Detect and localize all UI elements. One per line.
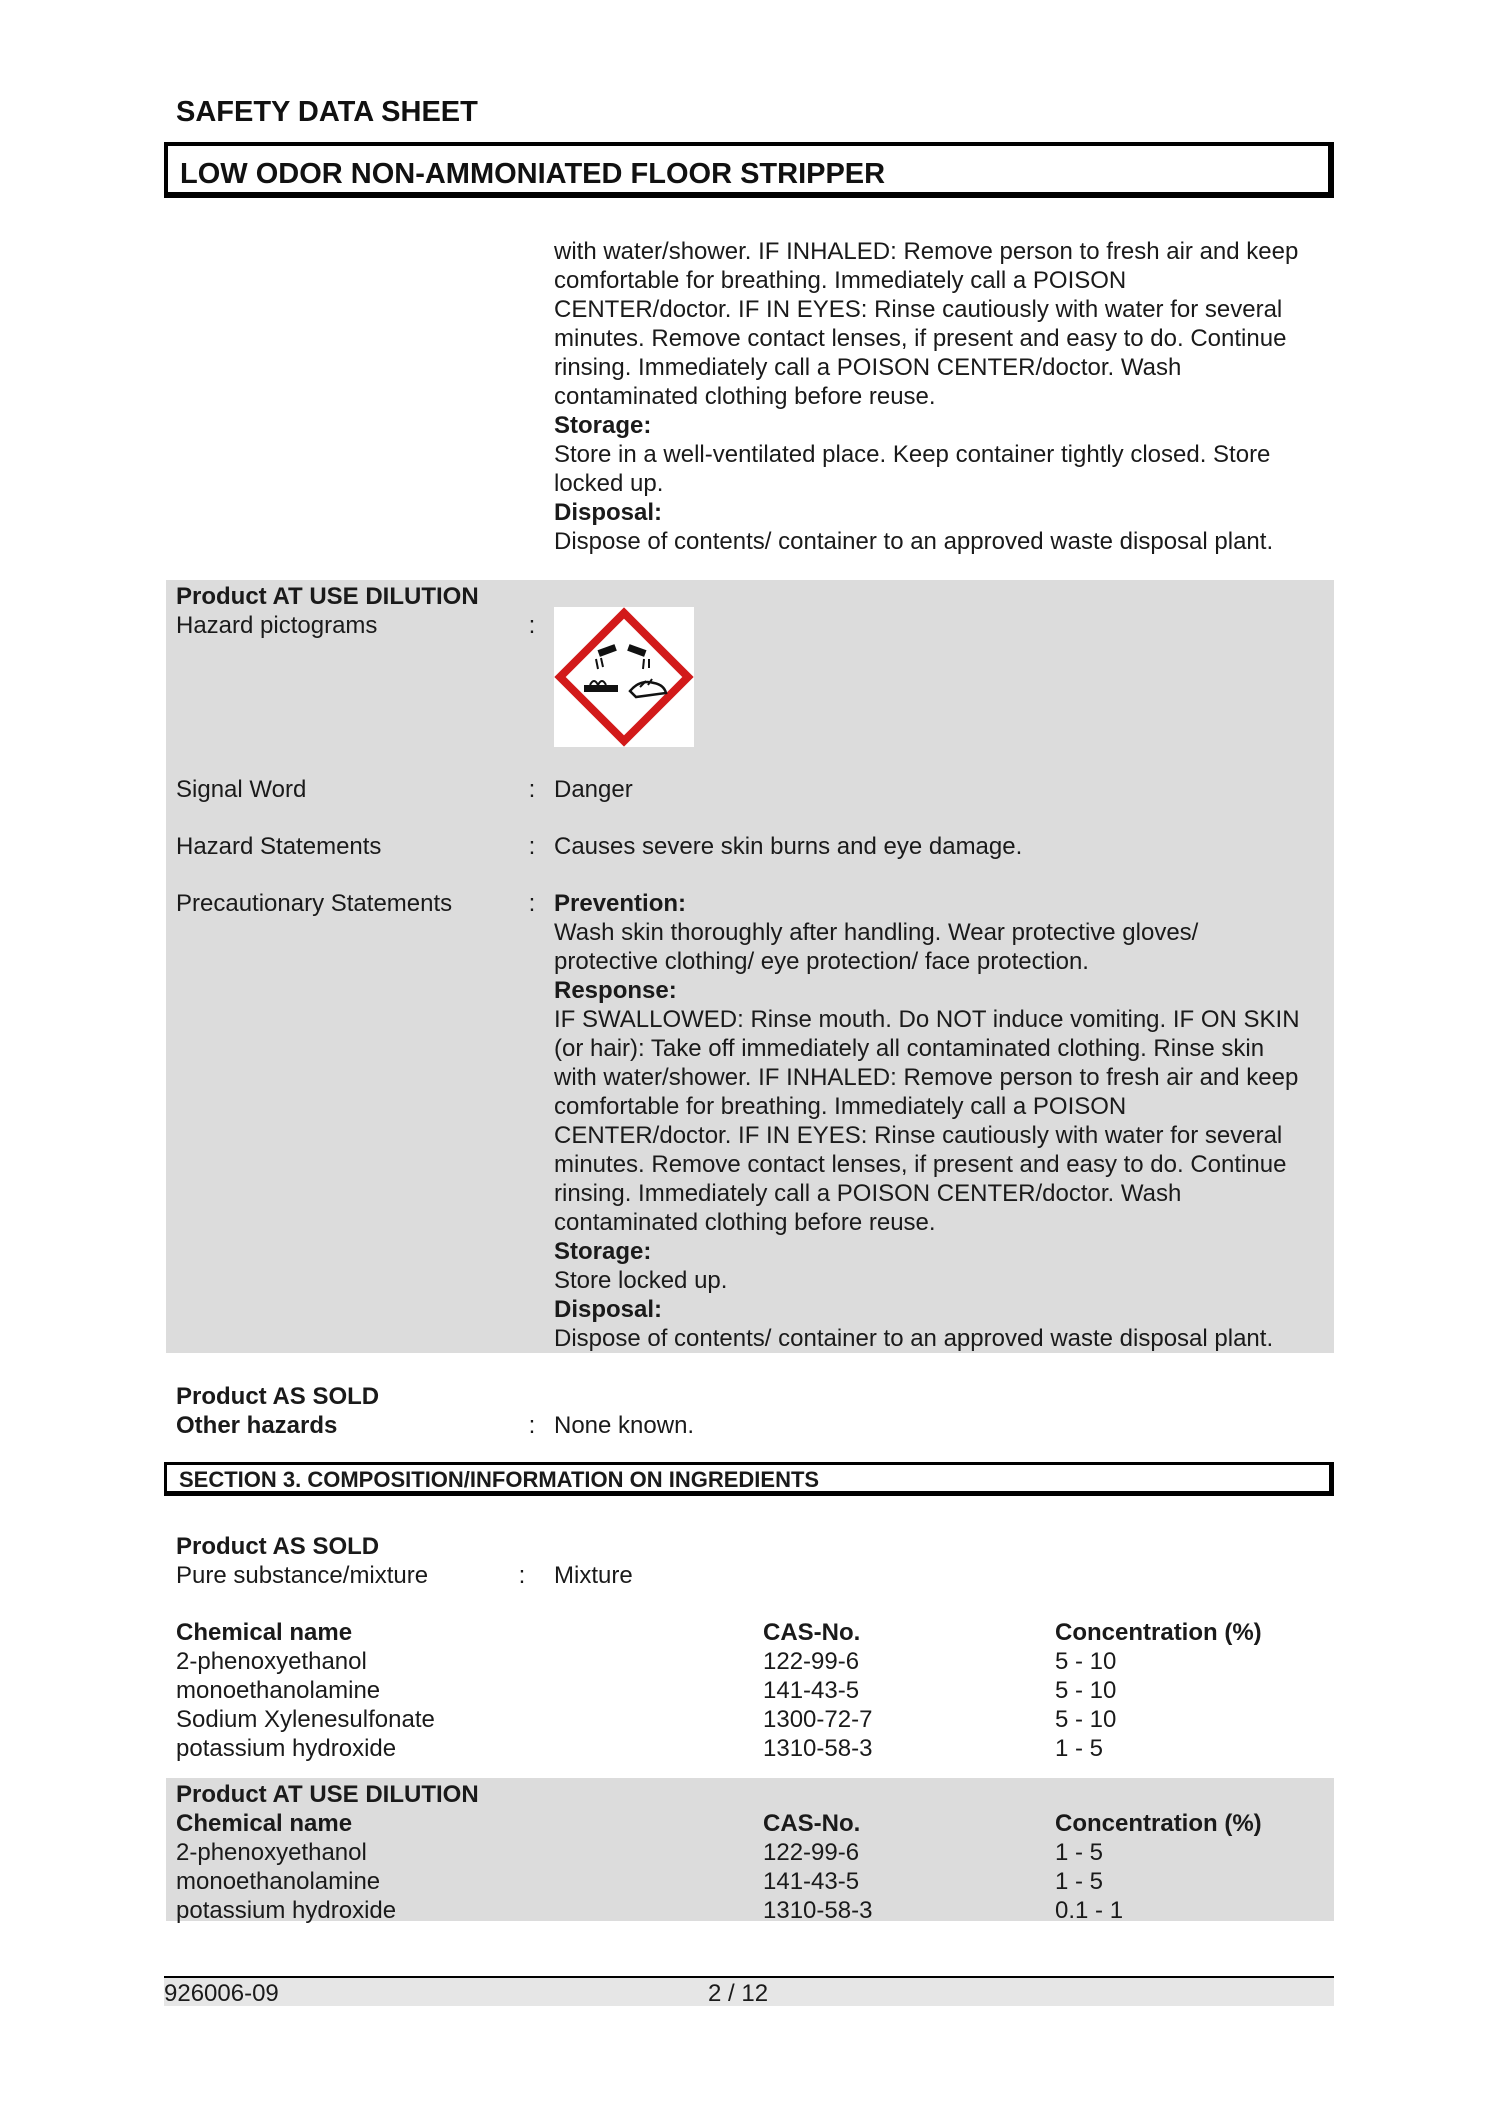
document-title: SAFETY DATA SHEET [176,96,478,128]
hazard-statements-label: Hazard Statements [176,833,382,860]
response-line: with water/shower. IF INHALED: Remove person to fresh air and keep [554,1064,1299,1091]
ingredient-name: monoethanolamine [176,1868,381,1895]
pure-substance-label: Pure substance/mixture [176,1562,429,1589]
disposal-text: Dispose of contents/ container to an approved waste disposal plant. [554,1325,1274,1352]
ingredient-name: Sodium Xylenesulfonate [176,1706,435,1733]
precautionary-statements-label: Precautionary Statements [176,890,453,917]
other-hazards-label: Other hazards [176,1412,338,1439]
ingredient-name: potassium hydroxide [176,1897,397,1924]
product-name: LOW ODOR NON-AMMONIATED FLOOR STRIPPER [180,158,886,190]
ingredient-cas: 1310-58-3 [763,1897,873,1924]
ingredient-concentration: 1 - 5 [1055,1735,1104,1762]
storage-heading: Storage: [554,1238,652,1265]
ingredient-cas: 1300-72-7 [763,1706,873,1733]
continued-line: contaminated clothing before reuse. [554,383,936,410]
ingredient-name: monoethanolamine [176,1677,381,1704]
corrosion-pictogram [554,607,694,747]
page-number: 2 / 12 [708,1980,769,2007]
continued-precautions [554,237,1298,556]
prevention-heading: Prevention: [554,890,687,917]
response-line: minutes. Remove contact lenses, if present and easy to do. Continue [554,1151,1287,1178]
pure-substance-value: Mixture [554,1562,633,1589]
response-line: IF SWALLOWED: Rinse mouth. Do NOT induce vomiting. IF ON SKIN [554,1006,1300,1033]
as-sold-heading: Product AS SOLD [176,1383,380,1410]
storage-line: Store in a well-ventilated place. Keep container tightly closed. Store [554,441,1271,468]
colon: : [528,890,536,917]
colon: : [528,776,536,803]
colon: : [518,1562,526,1589]
response-line: CENTER/doctor. IF IN EYES: Rinse cautiously with water for several [554,1122,1283,1149]
colon: : [528,1412,536,1439]
ingredient-name: potassium hydroxide [176,1735,397,1762]
ingredient-concentration: 1 - 5 [1055,1839,1104,1866]
col-chemical-name: Chemical name [176,1619,353,1646]
precautionary-statements-text [554,889,1300,1353]
ingredient-cas: 1310-58-3 [763,1735,873,1762]
hazard-pictograms-label: Hazard pictograms [176,612,378,639]
hazard-statements-value: Causes severe skin burns and eye damage. [554,833,1023,860]
continued-line: CENTER/doctor. IF IN EYES: Rinse cautiously with water for several [554,296,1283,323]
col-cas-no: CAS-No. [763,1810,861,1837]
disposal-heading: Disposal: [554,499,663,526]
continued-line: comfortable for breathing. Immediately call a POISON [554,267,1127,294]
ingredient-concentration: 1 - 5 [1055,1868,1104,1895]
col-concentration: Concentration (%) [1055,1810,1262,1837]
storage-line: locked up. [554,470,664,497]
section-3-header [164,1462,1334,1496]
response-line: rinsing. Immediately call a POISON CENTER/doctor. Wash [554,1180,1182,1207]
corrosion-icon [554,607,694,747]
disposal-heading: Disposal: [554,1296,663,1323]
disposal-text: Dispose of contents/ container to an approved waste disposal plant. [554,528,1274,555]
prevention-line: protective clothing/ eye protection/ face protection. [554,948,1089,975]
signal-word-value: Danger [554,776,633,803]
document-number: 926006-09 [164,1980,279,2007]
dilution-heading: Product AT USE DILUTION [176,583,479,610]
ingredient-concentration: 5 - 10 [1055,1677,1117,1704]
continued-line: minutes. Remove contact lenses, if present and easy to do. Continue [554,325,1287,352]
ingredient-cas: 141-43-5 [763,1677,860,1704]
ingredient-cas: 141-43-5 [763,1868,860,1895]
ingredient-name: 2-phenoxyethanol [176,1839,367,1866]
ingredient-concentration: 0.1 - 1 [1055,1897,1124,1924]
prevention-line: Wash skin thoroughly after handling. Wear protective gloves/ [554,919,1199,946]
response-line: (or hair): Take off immediately all contaminated clothing. Rinse skin [554,1035,1265,1062]
ingredient-concentration: 5 - 10 [1055,1648,1117,1675]
section-3-title: SECTION 3. COMPOSITION/INFORMATION ON INGREDIENTS [179,1467,820,1492]
section3-dilution-heading: Product AT USE DILUTION [176,1781,479,1808]
storage-text: Store locked up. [554,1267,728,1294]
colon: : [528,612,536,639]
col-concentration: Concentration (%) [1055,1619,1262,1646]
ingredient-name: 2-phenoxyethanol [176,1648,367,1675]
ingredient-cas: 122-99-6 [763,1839,860,1866]
ingredient-cas: 122-99-6 [763,1648,860,1675]
response-line: contaminated clothing before reuse. [554,1209,936,1236]
product-name-box [164,142,1334,198]
other-hazards-value: None known. [554,1412,695,1439]
storage-heading: Storage: [554,412,652,439]
ingredient-concentration: 5 - 10 [1055,1706,1117,1733]
section3-as-sold-heading: Product AS SOLD [176,1533,380,1560]
response-line: comfortable for breathing. Immediately call a POISON [554,1093,1127,1120]
continued-line: with water/shower. IF INHALED: Remove person to fresh air and keep [554,238,1299,265]
col-cas-no: CAS-No. [763,1619,861,1646]
signal-word-label: Signal Word [176,776,307,803]
continued-line: rinsing. Immediately call a POISON CENTER/doctor. Wash [554,354,1182,381]
response-heading: Response: [554,977,677,1004]
col-chemical-name: Chemical name [176,1810,353,1837]
colon: : [528,833,536,860]
